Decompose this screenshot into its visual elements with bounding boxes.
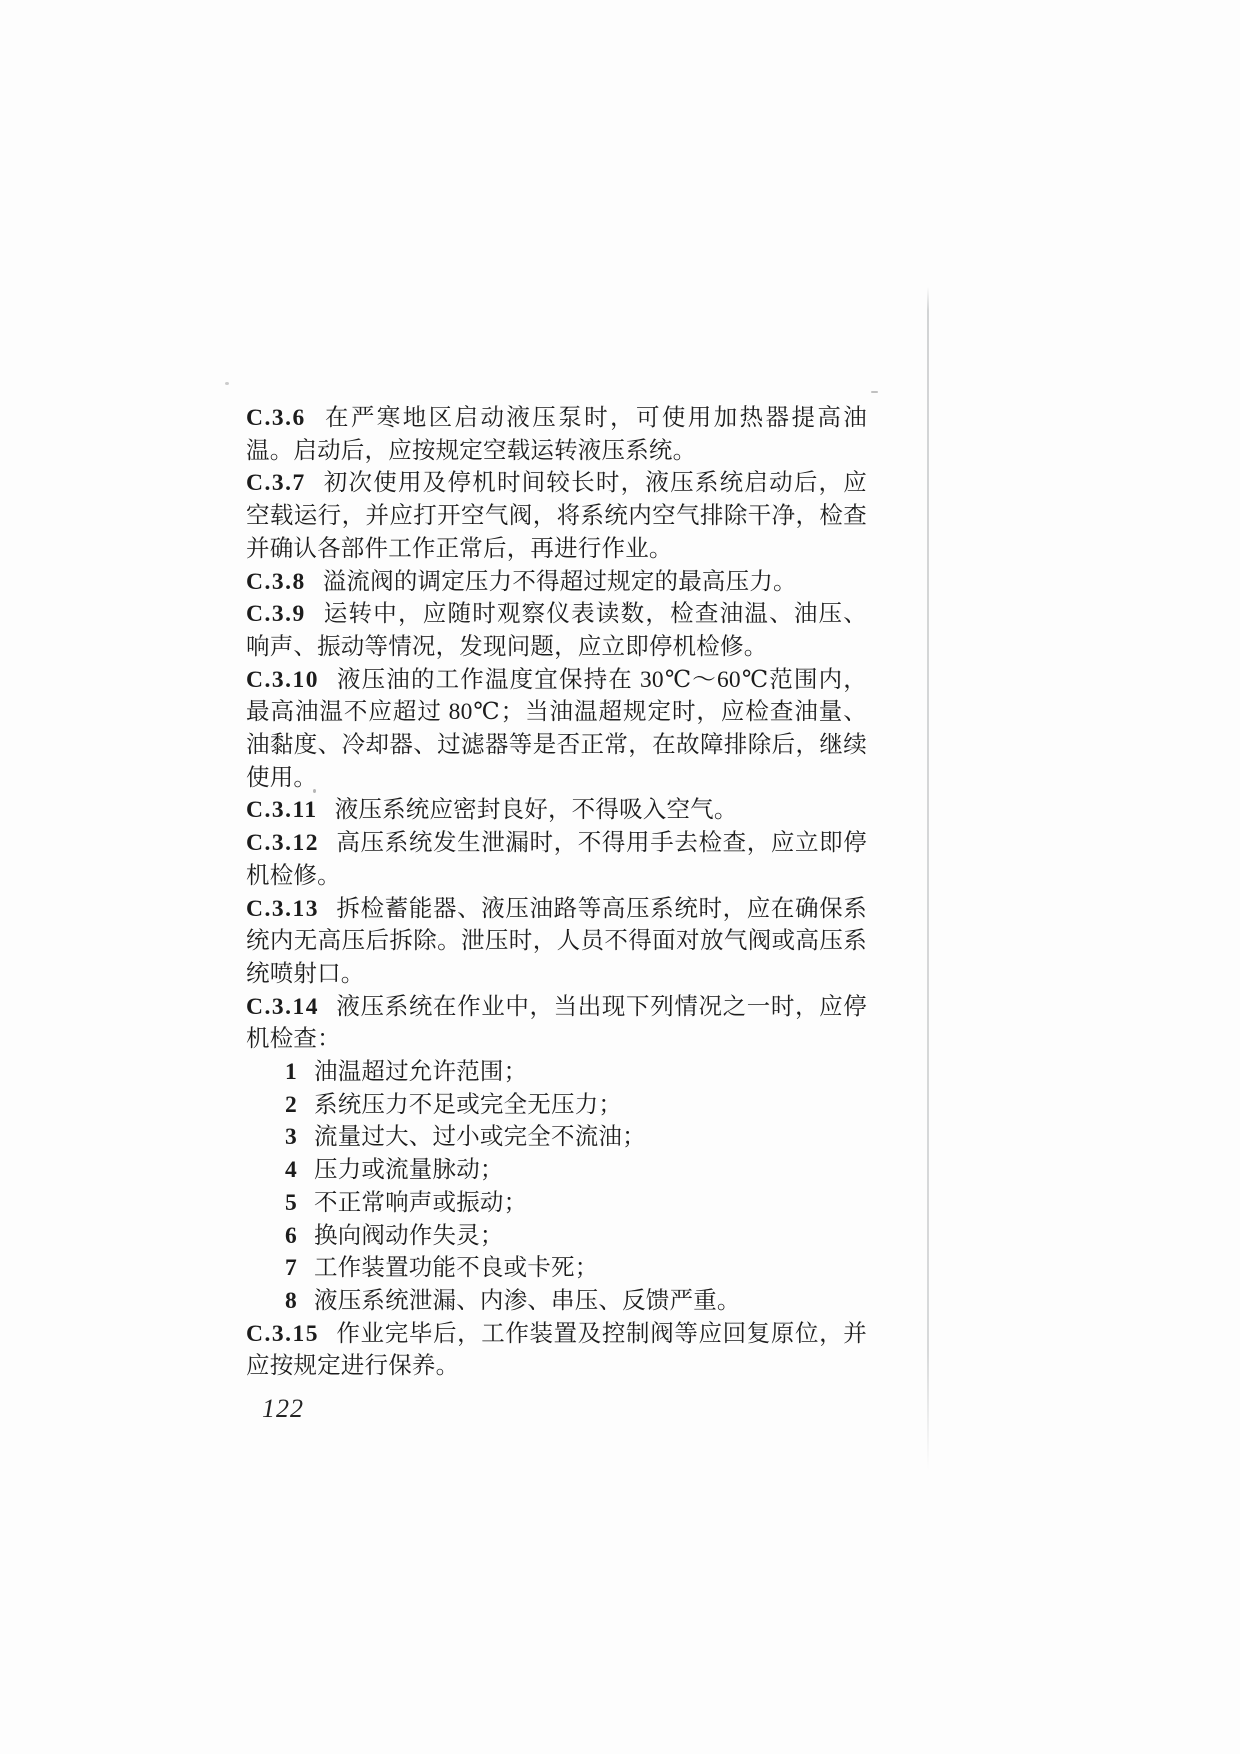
- stop-condition-item: [246, 1089, 867, 1122]
- item-number: 5: [285, 1189, 297, 1216]
- item-number: 1: [285, 1059, 297, 1086]
- item-text: 工作装置功能不良或卡死；: [314, 1255, 599, 1282]
- item-text: 流量过大、过小或完全不流油；: [314, 1124, 646, 1151]
- item-text: 换向阀动作失灵；: [314, 1222, 504, 1249]
- clause-c3-9: [246, 598, 867, 663]
- item-text: 液压系统泄漏、内渗、串压、反馈严重。: [314, 1287, 741, 1314]
- clause-text: 液压系统在作业中，当出现下列情况之一时，应停机检查：: [246, 993, 867, 1053]
- scan-speck: [225, 382, 229, 385]
- clause-number: C.3.14: [246, 993, 319, 1020]
- item-number: 8: [285, 1287, 297, 1314]
- clause-c3-6: [246, 402, 867, 467]
- clause-c3-8: [246, 566, 867, 599]
- stop-condition-item: [246, 1285, 867, 1318]
- item-number: 2: [285, 1091, 297, 1118]
- clause-text: 液压系统应密封良好，不得吸入空气。: [334, 797, 738, 824]
- clause-c3-13: [246, 893, 867, 991]
- clause-text: 溢流阀的调定压力不得超过规定的最高压力。: [322, 568, 797, 595]
- stop-condition-item: [246, 1220, 867, 1253]
- clause-number: C.3.15: [246, 1320, 319, 1347]
- item-text: 压力或流量脉动；: [314, 1157, 504, 1184]
- stop-condition-item: [246, 1252, 867, 1285]
- clause-text: 作业完毕后，工作装置及控制阀等应回复原位，并应按规定进行保养。: [246, 1320, 867, 1380]
- item-number: 4: [285, 1157, 297, 1184]
- stop-condition-item: [246, 1121, 867, 1154]
- item-text: 油温超过允许范围；: [314, 1059, 528, 1086]
- clause-text: 运转中，应随时观察仪表读数，检查油温、油压、响声、振动等情况，发现问题，应立即停机检修。: [246, 601, 867, 660]
- clause-number: C.3.8: [246, 568, 306, 595]
- clause-text: 在严寒地区启动液压泵时，可使用加热器提高油温。启动后，应按规定空载运转液压系统。: [246, 405, 867, 464]
- clause-text: 液压油的工作温度宜保持在 30℃～60℃范围内，最高油温不应超过 80℃；当油温超规定时，应检查油量、油黏度、冷却器、过滤器等是否正常，在故障排除后，继续使用。: [246, 666, 867, 791]
- clause-number: C.3.6: [246, 405, 306, 431]
- clause-number: C.3.13: [246, 895, 319, 922]
- item-text: 系统压力不足或完全无压力；: [314, 1091, 623, 1118]
- clause-number: C.3.7: [246, 470, 306, 497]
- clause-number: C.3.11: [246, 797, 318, 824]
- scan-speck: [871, 391, 878, 393]
- clause-c3-10: [246, 664, 867, 795]
- clause-c3-14: [246, 991, 867, 1056]
- stop-condition-item: [246, 1187, 867, 1220]
- clause-c3-12: [246, 827, 867, 892]
- clause-number: C.3.12: [246, 830, 319, 857]
- item-number: 7: [285, 1255, 297, 1282]
- clause-c3-15: [246, 1318, 867, 1383]
- clause-c3-7: [246, 467, 867, 565]
- item-number: 6: [285, 1222, 297, 1249]
- clause-number: C.3.9: [246, 601, 306, 628]
- clause-text: 高压系统发生泄漏时，不得用手去检查，应立即停机检修。: [246, 830, 867, 889]
- item-number: 3: [285, 1124, 297, 1151]
- clause-c3-11: [246, 794, 867, 827]
- stop-condition-item: [246, 1056, 867, 1089]
- document-body: [246, 402, 867, 1383]
- item-text: 不正常响声或振动；: [314, 1189, 528, 1216]
- page-number: 122: [262, 1394, 304, 1423]
- scan-edge-line: [927, 287, 929, 1470]
- clause-text: 初次使用及停机时间较长时，液压系统启动后，应空载运行，并应打开空气阀，将系统内空气排除干净，检查并确认各部件工作正常后，再进行作业。: [246, 470, 867, 562]
- stop-condition-item: [246, 1154, 867, 1187]
- clause-text: 拆检蓄能器、液压油路等高压系统时，应在确保系统内无高压后拆除。泄压时，人员不得面对放气阀或高压系统喷射口。: [246, 895, 867, 987]
- clause-number: C.3.10: [246, 666, 319, 693]
